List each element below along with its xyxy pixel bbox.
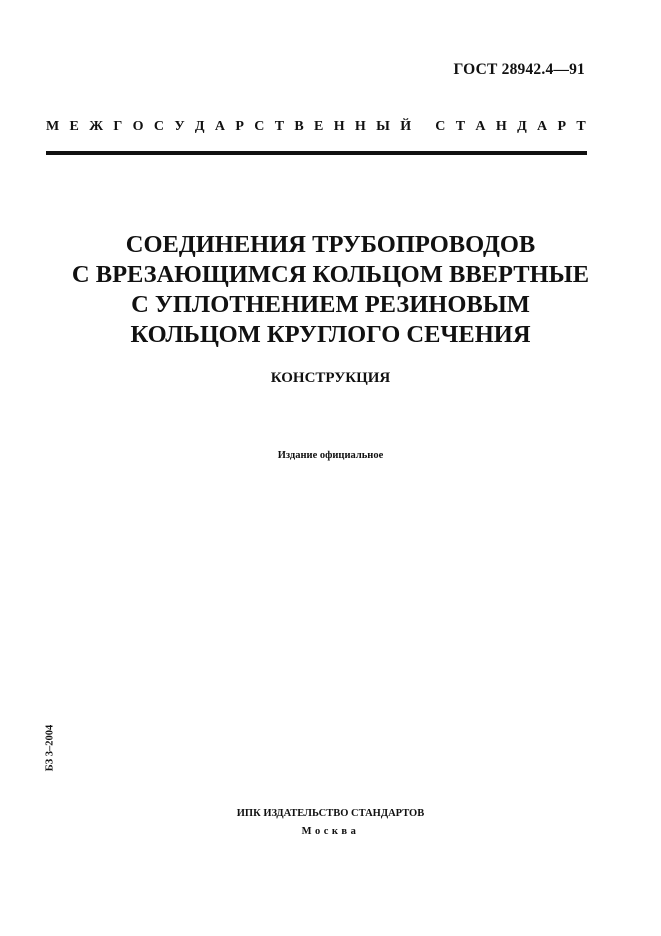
standard-type-letter: Ж: [89, 119, 104, 134]
standard-type-letter: Н: [354, 119, 366, 134]
standard-type-letter: Т: [274, 119, 285, 134]
standard-type-letter: С: [153, 119, 164, 134]
document-subtitle: КОНСТРУКЦИЯ: [270, 370, 391, 386]
standard-type-letter: А: [475, 119, 486, 134]
publisher-city: Москва: [301, 826, 360, 837]
standard-type-letter: С: [435, 119, 446, 134]
side-code-text: БЗ 3–2004: [44, 724, 56, 772]
standard-type-letter: А: [537, 119, 548, 134]
standard-type-letter: Е: [69, 119, 79, 134]
standard-type-letter: Т: [576, 119, 586, 134]
header-rule: [46, 151, 587, 155]
standard-type-letter: С: [254, 119, 265, 134]
title-line-2: С ВРЕЗАЮЩИМСЯ КОЛЬЦОМ ВВЕРТНЫЕ: [71, 261, 590, 288]
standard-type-line: [46, 119, 586, 135]
standard-type-letter: Й: [400, 119, 412, 134]
standard-type-letter: Н: [495, 119, 507, 134]
edition-note: Издание официальное: [277, 450, 384, 461]
standard-type-letter: Н: [333, 119, 345, 134]
publisher-name: ИПК ИЗДАТЕЛЬСТВО СТАНДАРТОВ: [236, 808, 425, 819]
standard-type-letter: О: [132, 119, 144, 134]
standard-type-letter: Е: [314, 119, 324, 134]
document-number: ГОСТ 28942.4—91: [453, 61, 585, 78]
document-title: [30, 230, 631, 350]
title-line-4: КОЛЬЦОМ КРУГЛОГО СЕЧЕНИЯ: [130, 321, 531, 348]
standard-type-letter: Д: [194, 119, 205, 134]
standard-type-letter: В: [294, 119, 304, 134]
standard-type-letter: Р: [235, 119, 244, 134]
title-line-3: С УПЛОТНЕНИЕМ РЕЗИНОВЫМ: [131, 291, 530, 318]
standard-type-letter: М: [46, 119, 60, 134]
standard-type-letter: Ы: [376, 119, 390, 134]
standard-type-letter: А: [214, 119, 226, 134]
standard-type-letter: У: [174, 119, 185, 134]
standard-type-letter: Т: [455, 119, 466, 134]
standard-type-letter: Д: [517, 119, 527, 134]
title-line-1: СОЕДИНЕНИЯ ТРУБОПРОВОДОВ: [125, 231, 536, 258]
standard-type-gap: [421, 119, 425, 135]
standard-type-letter: Р: [557, 119, 567, 134]
standard-type-letter: Г: [113, 119, 123, 134]
